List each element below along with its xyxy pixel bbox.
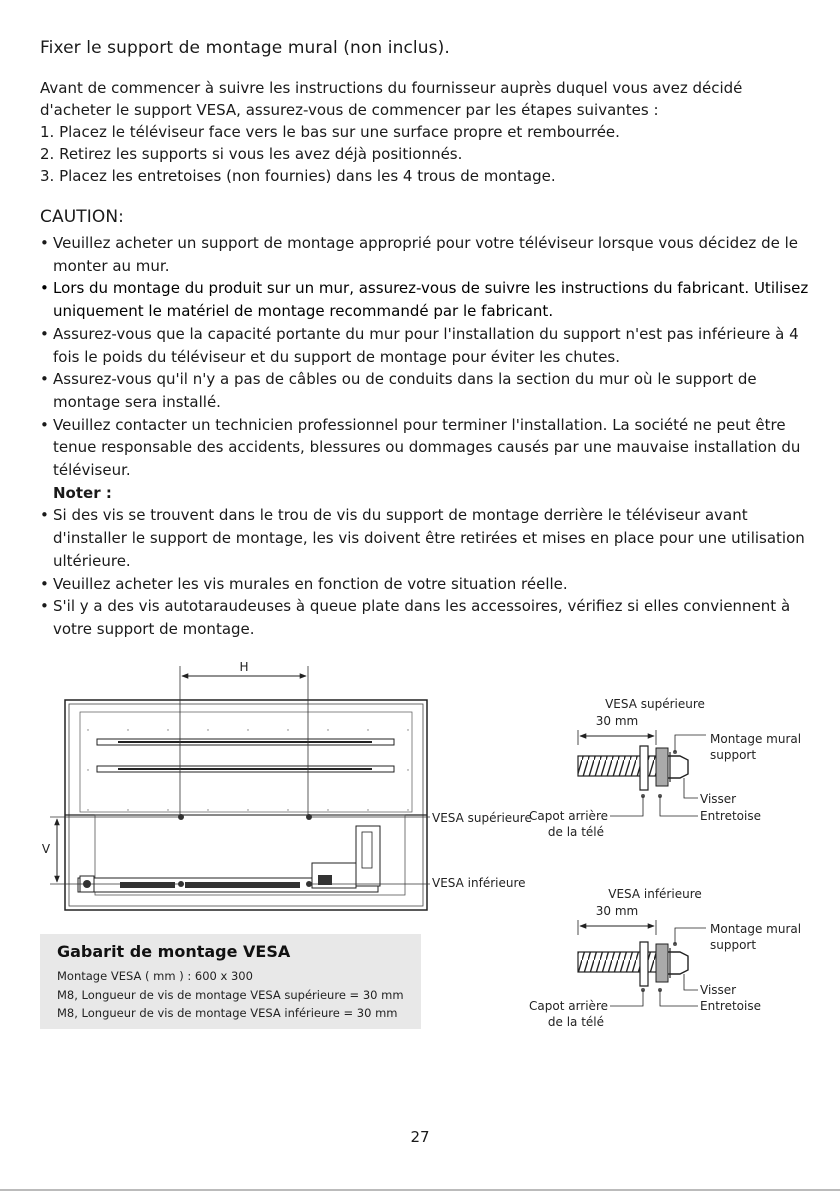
page-number: 27 xyxy=(410,1128,430,1146)
vesa-bottom-label: VESA inférieure xyxy=(432,876,526,890)
caution-item: • Veuillez contacter un technicien professionnel pour terminer l'installation. La société ne peut être tenue responsable des accidents, blessures ou dommages causés par une mauvaise installation du téléviseur. xyxy=(40,415,801,480)
screw-detail-bottom xyxy=(529,887,801,1029)
caution-list xyxy=(40,232,812,641)
caution-title: CAUTION: xyxy=(40,207,124,227)
v-label: V xyxy=(41,842,51,856)
detail-dimension: 30 mm xyxy=(595,904,639,918)
screw-detail-top xyxy=(529,697,801,839)
step-item: 3. Placez les entretoises (non fournies) dans les 4 trous de montage. xyxy=(40,167,556,185)
bullet-icon: • xyxy=(40,324,49,343)
intro-line: d'acheter le support VESA, assurez-vous de commencer par les étapes suivantes : xyxy=(40,101,659,119)
vesa-template-box xyxy=(40,934,421,1029)
note-title: Noter : xyxy=(53,483,112,502)
detail-dimension: 30 mm xyxy=(595,714,639,728)
step-item: 1. Placez le téléviseur face vers le bas sur une surface propre et rembourrée. xyxy=(40,123,620,141)
bullet-icon: • xyxy=(40,597,49,616)
back-cover-label: Capot arrière xyxy=(529,999,608,1013)
tv-back-outline xyxy=(65,700,427,910)
back-cover-label: de la télé xyxy=(547,1015,604,1029)
wall-mount-label: support xyxy=(710,748,757,762)
back-cover-label: de la télé xyxy=(547,825,604,839)
bullet-icon: • xyxy=(40,234,49,252)
detail-title: VESA inférieure xyxy=(608,887,702,901)
spacer-label: Entretoise xyxy=(700,999,761,1013)
intro-line: Avant de commencer à suivre les instructions du fournisseur auprès duquel vous avez décidé xyxy=(40,79,743,97)
vesa-template-title: Gabarit de montage VESA xyxy=(57,942,291,961)
vesa-top-label: VESA supérieure xyxy=(432,811,532,825)
spacer-label: Entretoise xyxy=(700,809,761,823)
intro-text xyxy=(40,77,810,187)
bullet-icon: • xyxy=(40,279,49,298)
vesa-template-line: Montage VESA ( mm ) : 600 x 300 xyxy=(57,969,253,983)
note-item: • Veuillez acheter les vis murales en fonction de votre situation réelle. xyxy=(40,573,812,596)
step-item: 2. Retirez les supports si vous les avez déjà positionnés. xyxy=(40,145,463,163)
caution-item: • Assurez-vous que la capacité portante du mur pour l'installation du support n'est pas inférieure à 4 fois le poids du téléviseur et du support de montage pour éviter les chutes. xyxy=(40,324,799,366)
bullet-icon: • xyxy=(40,415,49,434)
wall-mount-label: support xyxy=(710,938,757,952)
bullet-icon: • xyxy=(40,506,49,525)
vesa-template-line: M8, Longueur de vis de montage VESA supérieure = 30 mm xyxy=(57,988,404,1002)
note-item: • S'il y a des vis autotaraudeuses à queue plate dans les accessoires, vérifiez si elles conviennent à votre support de montage. xyxy=(40,597,791,638)
wall-mount-label: Montage mural xyxy=(710,922,802,936)
caution-item: • Veuillez acheter un support de montage approprié pour votre téléviseur lorsque vous décidez de le monter au mur. xyxy=(40,234,798,275)
detail-title: VESA supérieure xyxy=(605,697,705,711)
h-label: H xyxy=(239,660,249,674)
caution-item: • Assurez-vous qu'il n'y a pas de câbles ou de conduits dans la section du mur où le support de montage sera installé. xyxy=(40,370,757,411)
caution-item: • Lors du montage du produit sur un mur, assurez-vous de suivre les instructions du fabricant. Utilisez uniquement le matériel de montage recommandé par le fabricant. xyxy=(40,279,809,321)
screw-label: Visser xyxy=(700,983,737,997)
screw-label: Visser xyxy=(700,792,737,806)
wall-mount-label: Montage mural xyxy=(710,732,802,746)
section-title-wall-mount: Fixer le support de montage mural (non inclus). xyxy=(40,38,450,58)
bullet-icon: • xyxy=(40,574,49,593)
note-item: • Si des vis se trouvent dans le trou de vis du support de montage derrière le téléviseur avant d'installer le support de montage, les vis doivent être retirées et mises en place pour une utilisation ultérieure. xyxy=(40,506,805,570)
vesa-template-line: M8, Longueur de vis de montage VESA inférieure = 30 mm xyxy=(57,1006,398,1020)
bottom-rule xyxy=(0,1189,840,1191)
bullet-icon: • xyxy=(40,370,49,389)
back-cover-label: Capot arrière xyxy=(529,809,608,823)
